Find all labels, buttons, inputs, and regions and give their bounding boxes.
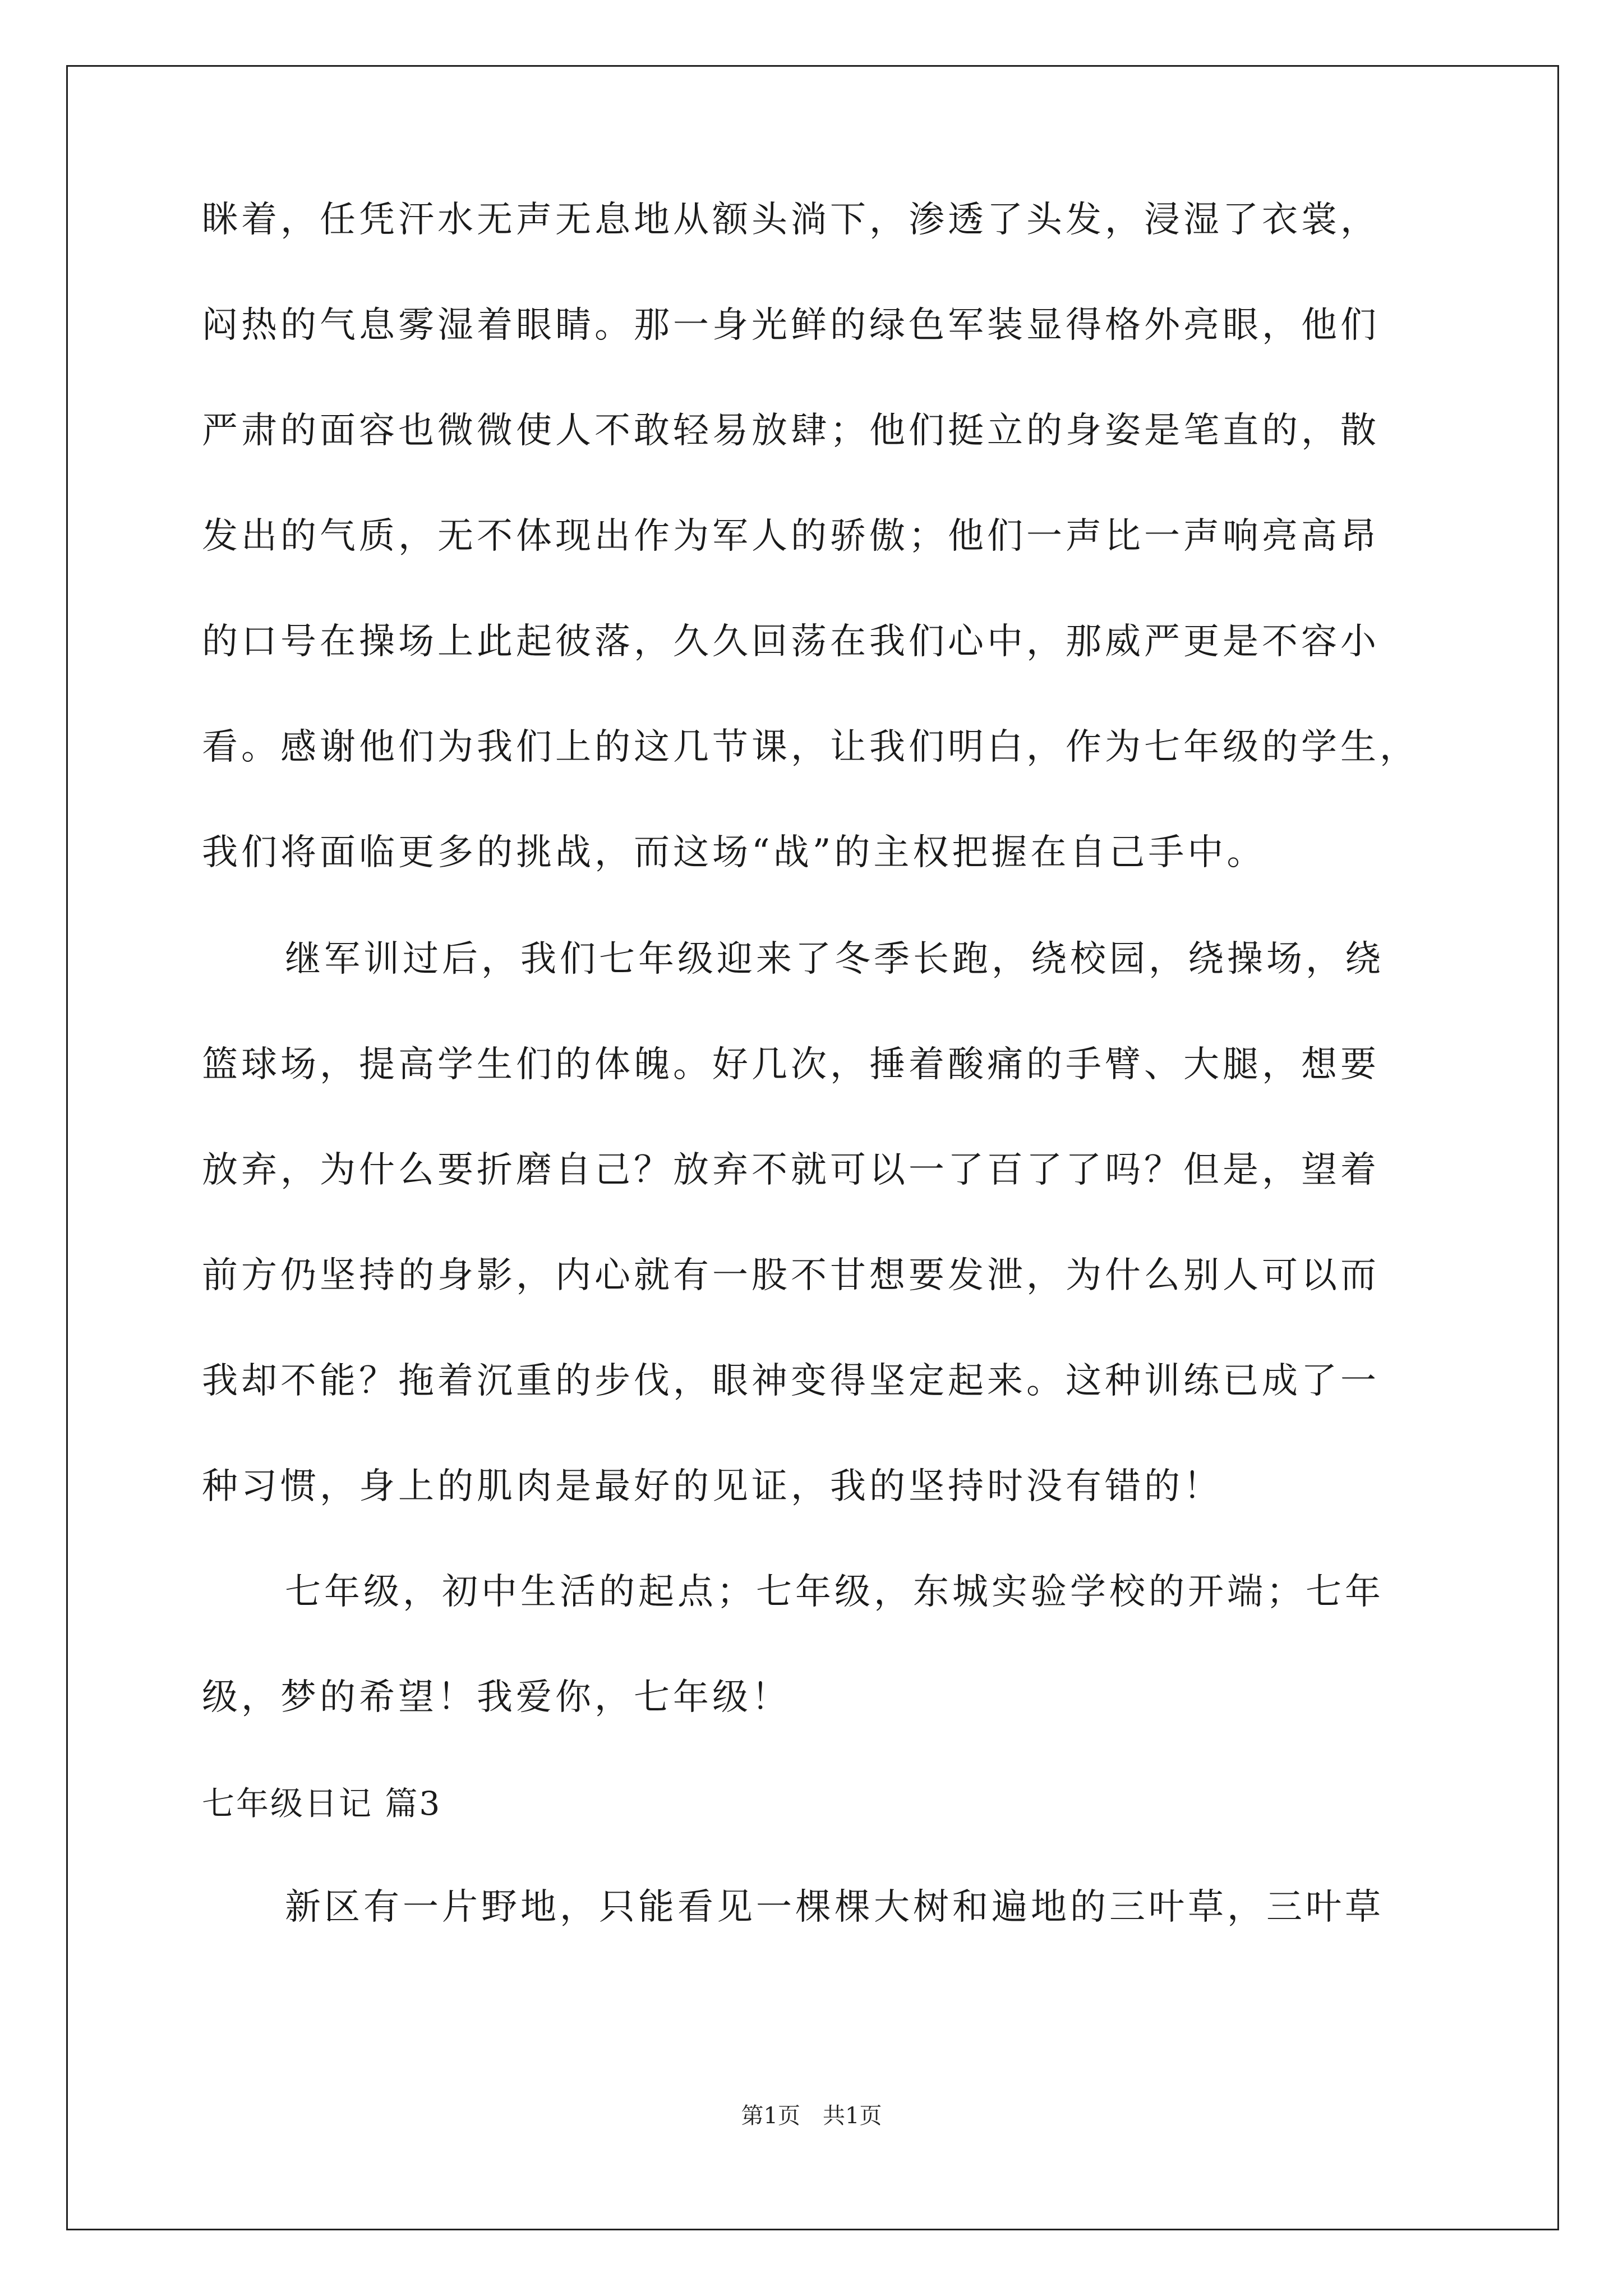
text-line: 看。感谢他们为我们上的这几节课，让我们明白，作为七年级的学生， <box>202 726 1419 768</box>
text-line: 严肃的面容也微微使人不敢轻易放肆；他们挺立的身姿是笔直的，散 <box>202 410 1380 452</box>
text-line: 前方仍坚持的身影，内心就有一股不甘想要发泄，为什么别人可以而 <box>202 1255 1380 1296</box>
paragraph-start-line: 七年级，初中生活的起点；七年级，东城实验学校的开端；七年 <box>285 1571 1384 1613</box>
section-heading: 七年级日记 篇3 <box>202 1784 442 1823</box>
text-line: 放弃，为什么要折磨自己？放弃不就可以一了百了了吗？但是，望着 <box>202 1149 1380 1191</box>
paragraph-start-line: 新区有一片野地，只能看见一棵棵大树和遍地的三叶草，三叶草 <box>285 1887 1384 1928</box>
text-line: 篮球场，提高学生们的体魄。好几次，捶着酸痛的手臂、大腿，想要 <box>202 1044 1380 1085</box>
text-line: 眯着，任凭汗水无声无息地从额头淌下，渗透了头发，浸湿了衣裳， <box>202 199 1380 241</box>
text-line: 级，梦的希望！我爱你，七年级！ <box>202 1677 791 1718</box>
text-line: 的口号在操场上此起彼落，久久回荡在我们心中，那威严更是不容小 <box>202 621 1380 662</box>
paragraph-start-line: 继军训过后，我们七年级迎来了冬季长跑，绕校园，绕操场，绕 <box>285 938 1384 980</box>
text-line: 种习惯，身上的肌肉是最好的见证，我的坚持时没有错的！ <box>202 1466 1223 1507</box>
page-number-footer: 第1页 共1页 <box>741 2103 882 2129</box>
text-line: 我们将面临更多的挑战，而这场“战”的主权把握在自己手中。 <box>202 832 1266 873</box>
text-line: 发出的气质，无不体现出作为军人的骄傲；他们一声比一声响亮高昂 <box>202 516 1380 557</box>
text-line: 我却不能？拖着沉重的步伐，眼神变得坚定起来。这种训练已成了一 <box>202 1360 1380 1402</box>
text-line: 闷热的气息雾湿着眼睛。那一身光鲜的绿色军装显得格外亮眼，他们 <box>202 305 1380 346</box>
